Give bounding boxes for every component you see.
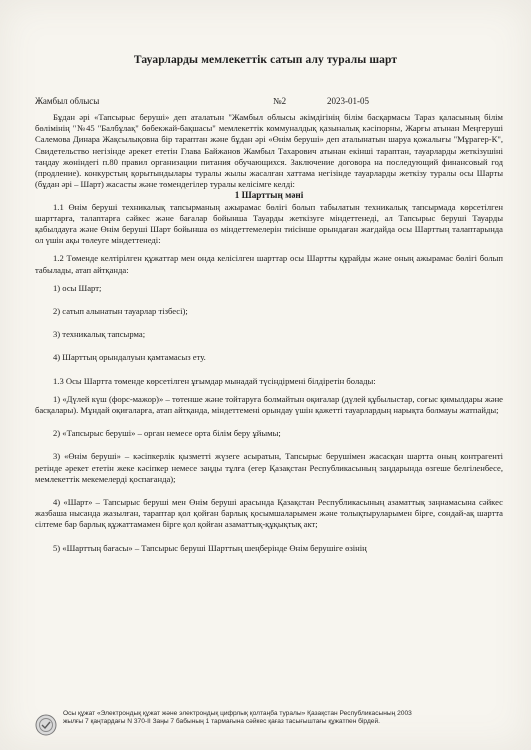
intro-paragraph: Бұдан әрі «Тапсырыс беруші» деп аталатын "Жамбыл облысы әкімдігінің білім басқармасы Тараз қаласының білім бөлімінің "№45 "Балбұлақ" бөбекжай-бақшасы" мемлекеттік коммуналдық қазыналық кәсіпорны, Жарғы атынан Меңгеруші Салемова Динара Жақсылықовна бір тараптан және бұдан әрі «Өнім беруші» деп аталынатын шаруа қожалығы "Мұрагер-К", Свидетельство негізінде әрекет ететін Глава Байжанов Жамбыл Тахарович атынан екінші тараптан, тауарларды жеткізушіні таңдау жөніндегі п.80 правил организации питания обучающихся. Заключение договора на последующий финансовый год (продление). конкурстың қорытындылары туралы жылы жасалған хаттама негізінде тауарларды жеткізу туралы осы Шарты (бұдан әрі – Шарт) жасасты және төмендегілер туралы келісімге келді:	[35, 112, 503, 190]
document-date: 2023-01-05	[327, 96, 369, 106]
document-body	[35, 112, 503, 566]
list-item: 1) осы Шарт;	[53, 282, 102, 293]
definition-item: 5) «Шарттың бағасы» – Тапсырыс беруші Шарттың шеңберінде Өнім берушіге өзінің	[53, 542, 367, 553]
document-number: №2	[273, 96, 287, 106]
list-item: 2) сатып алынатын тауарлар тізбесі);	[53, 306, 188, 317]
clause-1-3: 1.3 Осы Шартта төменде көрсетілген ұғымдар мынадай түсіндірмені білдіретін болады:	[53, 375, 376, 386]
footer-note: Осы құжат «Электрондық құжат және электрондық цифрлық қолтаңба туралы» Қазақстан Республикасының 2003 жылғы 7 қаңтардағы N 370-II Заңы 7 бабының 1 тармағына сәйкес қағаз тасығыштағы құжатпен бірдей.	[63, 710, 412, 726]
document-region: Жамбыл облысы	[35, 96, 100, 106]
clause-1-2: 1.2 Төменде келтірілген құжаттар мен онда келісілген шарттар осы Шартты құрайды және оның ажырамас бөлігі болып табылады, атап айтқанда:	[35, 253, 503, 275]
definition-item: 1) «Дүлей күш (форс-мажор)» – төтенше және тойтаруға болмайтын оқиғалар (дүлей құбылыстар, соғыс қимылдары және басқалары). Мұндай оқиғаларға, атап айтқанда, міндеттемені орындау үшін қажетті тауарлардың нарықта болмауы жатпайды;	[35, 393, 503, 416]
section-title: 1 Шарттың мәні	[234, 190, 304, 201]
document-footer	[35, 710, 505, 744]
list-item: 4) Шарттың орындалуын қамтамасыз ету.	[53, 352, 206, 363]
document-seal-icon	[35, 714, 57, 736]
list-item: 3) техникалық тапсырма;	[53, 329, 146, 340]
definition-item: 3) «Өнім беруші» – кәсіпкерлік қызметті жүзеге асыратын, Тапсырыс берушімен жасасқан шартта оның контрагенті ретінде әрекет ететін жеке кәсіпкер немесе заңды тұлға (егер Қазақстан Республикасының заңдарында өзгеше белгіленбесе, мемлекеттік мекемелерді қоспағанда);	[35, 451, 503, 484]
document-title: Тауарларды мемлекеттік сатып алу туралы шарт	[133, 54, 398, 66]
definition-item: 4) «Шарт» – Тапсырыс беруші мен Өнім беруші арасында Қазақстан Республикасының азаматтық заңнамасына сәйкес жазбаша нысанда жазылған, тараптар қол қойған барлық қосымшаларымен және толықтыруларымен бірге, сондай-ақ шартта сілтеме бар барлық құжаттамамен бірге қол қойған азаматтық-құқықтық акт;	[35, 497, 503, 530]
definition-item: 2) «Тапсырыс беруші» – орган немесе орта білім беру ұйымы;	[53, 428, 281, 439]
clause-1-1: 1.1 Өнім беруші техникалық тапсырманың ажырамас бөлігі болып табылатын техникалық тапсырмада көрсетілген шарттарға, талаптарға сәйкес және бағалар бойынша Тауарды жеткізуге міндеттенеді, ал Тапсырыс беруші Тауарды қабылдауға және Өнім беруші Шарт бойынша өз міндеттемелерін тиісінше орындаған жағдайда осы Шарттың талаптарында ол үшін ақы төлеуге міндеттенеді:	[35, 201, 503, 246]
